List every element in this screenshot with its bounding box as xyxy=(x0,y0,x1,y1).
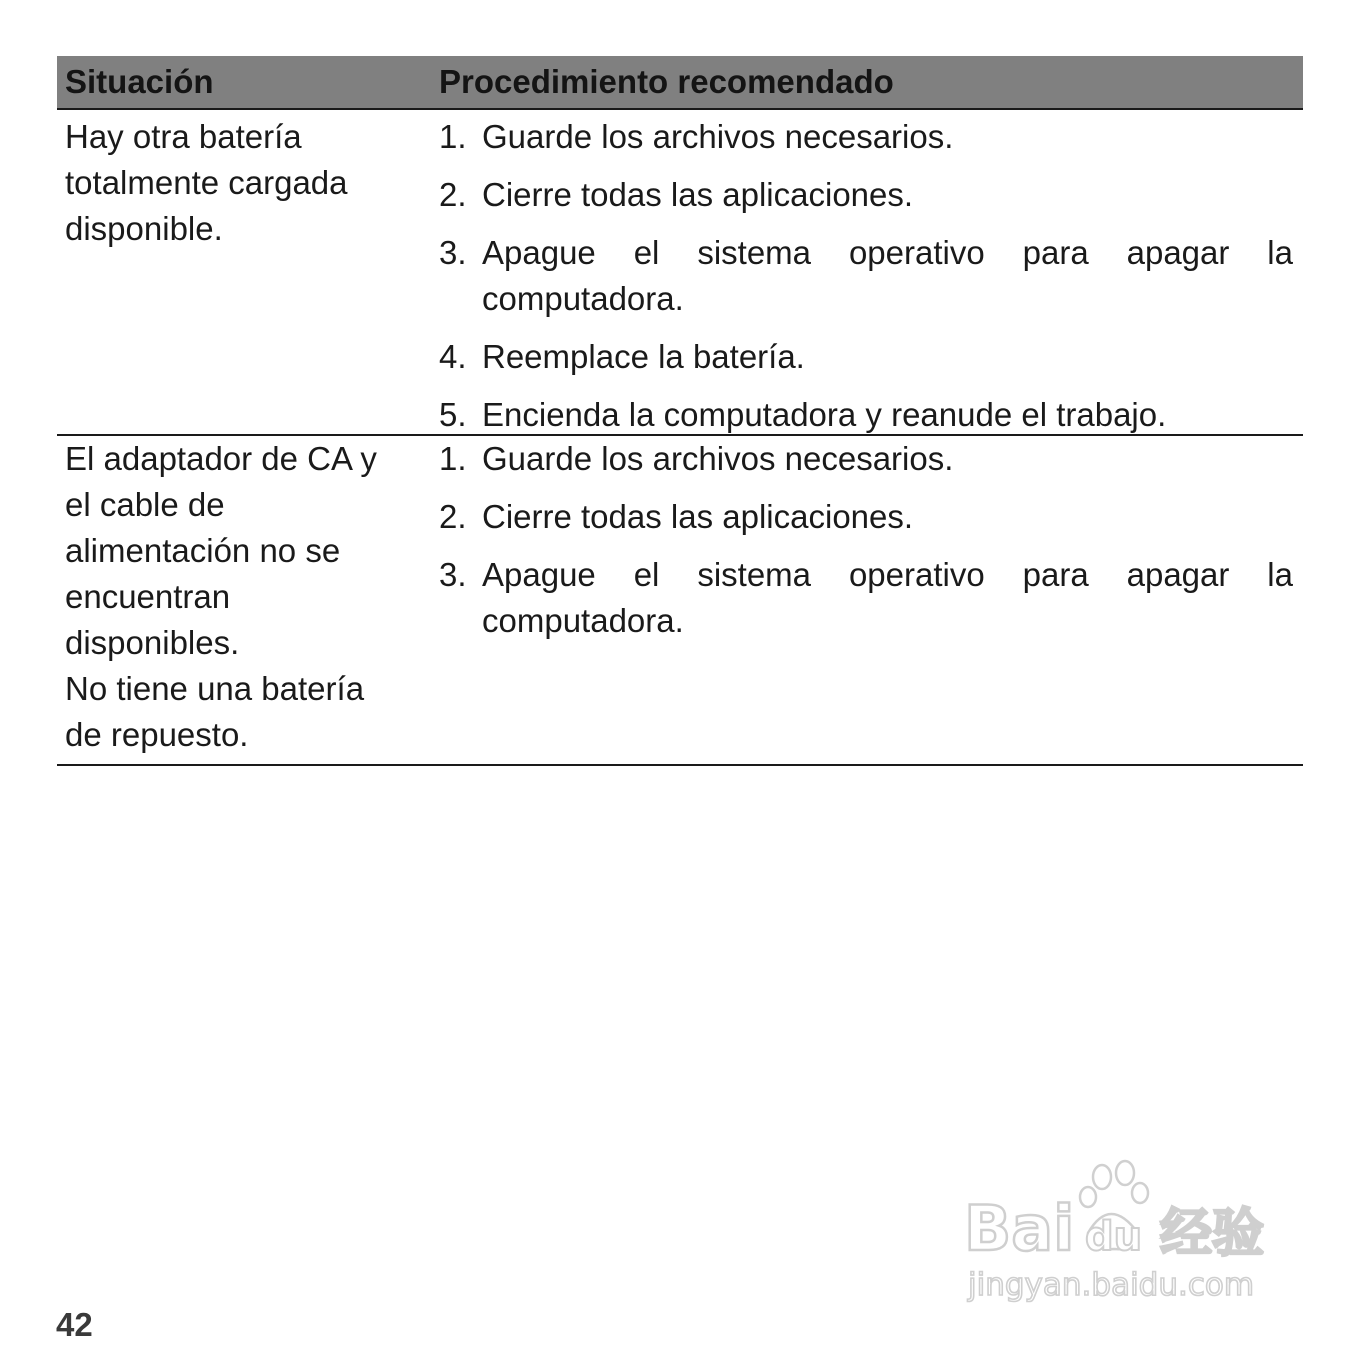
step-item xyxy=(439,230,1293,322)
step-number: 2. xyxy=(439,498,467,535)
procedure-cell xyxy=(439,114,1303,434)
baidu-watermark-logo xyxy=(960,1155,1290,1315)
table-row xyxy=(57,110,1303,436)
step-item xyxy=(439,172,1293,218)
situation-cell xyxy=(57,436,439,764)
step-number: 1. xyxy=(439,118,467,155)
situation-line: No tiene una batería xyxy=(65,670,365,707)
step-text: Apague el sistema operativo para apagar la computadora. xyxy=(482,556,1293,639)
step-number: 3. xyxy=(439,234,467,271)
svg-text:jingyan.baidu.com: jingyan.baidu.com xyxy=(968,1267,1255,1303)
step-text: Guarde los archivos necesarios. xyxy=(482,118,954,155)
procedure-table xyxy=(57,56,1303,766)
step-text: Cierre todas las aplicaciones. xyxy=(482,498,914,535)
step-text: Encienda la computadora y reanude el trabajo. xyxy=(482,396,1167,433)
header-procedure: Procedimiento recomendado xyxy=(439,63,894,100)
step-number: 5. xyxy=(439,396,467,433)
step-text: Guarde los archivos necesarios. xyxy=(482,440,954,477)
table-row xyxy=(57,436,1303,766)
table-header xyxy=(57,56,1303,110)
procedure-cell xyxy=(439,436,1303,764)
step-list xyxy=(439,436,1293,644)
step-text: Apague el sistema operativo para apagar la computadora. xyxy=(482,234,1293,317)
step-item xyxy=(439,334,1293,380)
step-item xyxy=(439,392,1293,438)
step-text: Cierre todas las aplicaciones. xyxy=(482,176,914,213)
step-number: 2. xyxy=(439,176,467,213)
situation-line: Hay otra batería xyxy=(65,118,302,155)
step-number: 3. xyxy=(439,556,467,593)
svg-text:du: du xyxy=(1085,1214,1143,1260)
situation-line: El adaptador de CA y xyxy=(65,440,377,477)
step-number: 1. xyxy=(439,440,467,477)
svg-text:经验: 经验 xyxy=(1160,1204,1265,1264)
step-item xyxy=(439,552,1293,644)
svg-text:Bai: Bai xyxy=(964,1192,1075,1265)
step-item xyxy=(439,436,1293,482)
step-item xyxy=(439,114,1293,160)
situation-line: disponible. xyxy=(65,210,223,247)
situation-line: disponibles. xyxy=(65,624,240,661)
step-item xyxy=(439,494,1293,540)
situation-line: de repuesto. xyxy=(65,716,249,753)
situation-cell xyxy=(57,114,439,434)
situation-line: totalmente cargada xyxy=(65,164,348,201)
situation-line: alimentación no se xyxy=(65,532,341,569)
step-list xyxy=(439,114,1293,438)
page-number: 42 xyxy=(56,1306,93,1343)
situation-line: el cable de xyxy=(65,486,225,523)
step-number: 4. xyxy=(439,338,467,375)
step-text: Reemplace la batería. xyxy=(482,338,805,375)
header-situation: Situación xyxy=(65,63,214,100)
situation-line: encuentran xyxy=(65,578,231,615)
